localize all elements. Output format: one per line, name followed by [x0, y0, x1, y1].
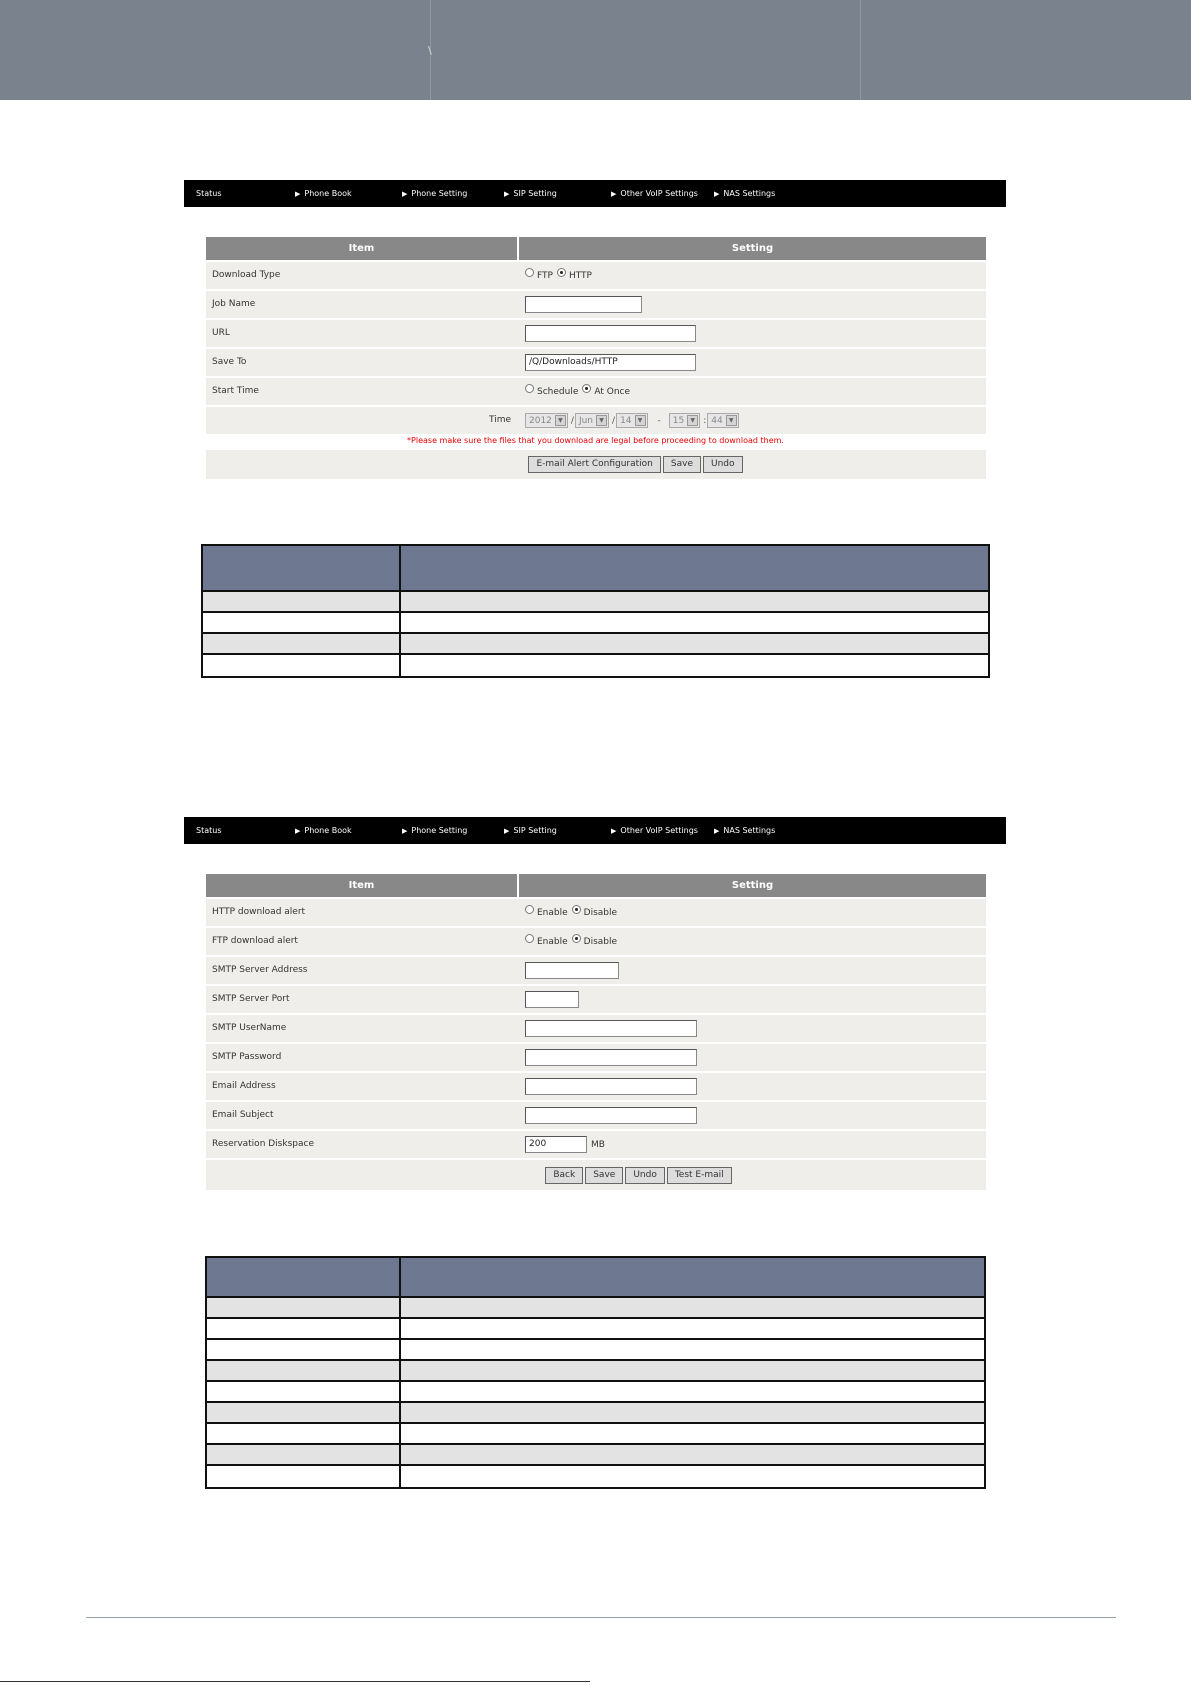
- radio-http-enable[interactable]: Enable: [525, 908, 568, 918]
- smtp-user-label: SMTP UserName: [212, 1023, 287, 1033]
- header-item: Item: [206, 237, 517, 260]
- row-ftp-alert: [206, 928, 986, 955]
- row-start-time: [206, 378, 986, 405]
- radio-ftp-enable[interactable]: Enable: [525, 937, 568, 947]
- table-row: [203, 634, 988, 655]
- row-http-alert: [206, 899, 986, 926]
- ftp-alert-label: FTP download alert: [212, 936, 298, 946]
- smtp-server-input[interactable]: [525, 962, 619, 979]
- table-row: [207, 1382, 984, 1403]
- nav-item-sip-setting[interactable]: ▶ SIP Setting: [504, 826, 557, 835]
- triangle-right-icon: ▶: [295, 827, 301, 835]
- triangle-right-icon: ▶: [504, 827, 510, 835]
- month-select[interactable]: Jun ▼: [575, 413, 609, 428]
- smtp-password-input[interactable]: [525, 1049, 697, 1066]
- reservation-label: Reservation Diskspace: [212, 1139, 314, 1149]
- triangle-right-icon: ▶: [402, 827, 408, 835]
- footer-divider: [86, 1617, 1116, 1618]
- smtp-server-label: SMTP Server Address: [212, 965, 308, 975]
- desc-header-cell: [401, 546, 988, 590]
- triangle-right-icon: ▶: [504, 190, 510, 198]
- table-header: [206, 237, 986, 260]
- radio-at-once[interactable]: At Once: [582, 387, 630, 397]
- smtp-user-input[interactable]: [525, 1020, 697, 1037]
- start-time-label: Start Time: [212, 386, 259, 396]
- row-time: Time 2012 ▼ / Jun ▼ / 14 ▼ - 15 ▼ : 44 ▼: [206, 407, 986, 434]
- download-buttons-row: [206, 450, 986, 481]
- desc-header-cell: [203, 546, 401, 590]
- nav-bar: [184, 817, 1006, 844]
- page-header-band: [0, 0, 1191, 100]
- table-row: [207, 1424, 984, 1445]
- triangle-right-icon: ▶: [611, 827, 617, 835]
- row-smtp-server: [206, 957, 986, 984]
- download-settings-table: [206, 237, 986, 436]
- smtp-password-label: SMTP Password: [212, 1052, 282, 1062]
- nav-item-status[interactable]: Status: [196, 189, 222, 198]
- radio-schedule[interactable]: Schedule: [525, 387, 578, 397]
- table-header: [206, 874, 986, 897]
- nav-item-phone-book[interactable]: ▶ Phone Book: [295, 189, 352, 198]
- save-button[interactable]: Save: [663, 456, 701, 473]
- http-alert-label: HTTP download alert: [212, 907, 306, 917]
- row-smtp-password: [206, 1044, 986, 1071]
- row-email-address: [206, 1073, 986, 1100]
- table-row: [207, 1340, 984, 1361]
- save-to-input[interactable]: /Q/Downloads/HTTP: [525, 354, 696, 371]
- chevron-down-icon: ▼: [726, 415, 737, 426]
- table-row: [207, 1445, 984, 1466]
- header-setting: Setting: [519, 874, 986, 897]
- nav-item-other-voip-settings[interactable]: ▶ Other VoIP Settings: [611, 826, 698, 835]
- row-email-subject: [206, 1102, 986, 1129]
- email-address-label: Email Address: [212, 1081, 276, 1091]
- description-table: [205, 1256, 986, 1489]
- hour-select[interactable]: 15 ▼: [669, 413, 700, 428]
- save-button[interactable]: Save: [585, 1167, 623, 1184]
- table-row: [203, 592, 988, 613]
- email-alert-table: [206, 874, 986, 1192]
- table-row: [207, 1298, 984, 1319]
- email-address-input[interactable]: [525, 1078, 697, 1095]
- email-buttons-row: [206, 1160, 986, 1190]
- desc-header-cell: [207, 1258, 401, 1296]
- undo-button[interactable]: Undo: [625, 1167, 665, 1184]
- nav-item-phone-book[interactable]: ▶ Phone Book: [295, 826, 352, 835]
- triangle-right-icon: ▶: [714, 190, 720, 198]
- row-job-name: [206, 291, 986, 318]
- year-select[interactable]: 2012 ▼: [525, 413, 568, 428]
- header-mark: \: [428, 44, 432, 57]
- row-url: [206, 320, 986, 347]
- smtp-port-label: SMTP Server Port: [212, 994, 290, 1004]
- reservation-input[interactable]: 200: [525, 1136, 587, 1153]
- nav-item-sip-setting[interactable]: ▶ SIP Setting: [504, 189, 557, 198]
- radio-http[interactable]: HTTP: [557, 271, 592, 281]
- row-smtp-user: [206, 1015, 986, 1042]
- nav-item-nas-settings[interactable]: ▶ NAS Settings: [714, 826, 776, 835]
- radio-ftp[interactable]: FTP: [525, 271, 553, 281]
- header-setting: Setting: [519, 237, 986, 260]
- table-row: [203, 655, 988, 676]
- url-label: URL: [212, 328, 230, 338]
- chevron-down-icon: ▼: [596, 415, 607, 426]
- triangle-right-icon: ▶: [402, 190, 408, 198]
- email-subject-label: Email Subject: [212, 1110, 274, 1120]
- back-button[interactable]: Back: [545, 1167, 583, 1184]
- reservation-unit: MB: [591, 1139, 605, 1150]
- table-row: [207, 1403, 984, 1424]
- job-name-label: Job Name: [212, 299, 256, 309]
- legal-warning: *Please make sure the files that you download are legal before proceeding to download them.: [407, 436, 784, 445]
- desc-header-cell: [401, 1258, 984, 1296]
- table-row: [203, 613, 988, 634]
- minute-select[interactable]: 44 ▼: [707, 413, 738, 428]
- nav-bar: [184, 180, 1006, 207]
- day-select[interactable]: 14 ▼: [616, 413, 647, 428]
- nav-item-phone-setting[interactable]: ▶ Phone Setting: [402, 189, 468, 198]
- nav-item-nas-settings[interactable]: ▶ NAS Settings: [714, 189, 776, 198]
- triangle-right-icon: ▶: [714, 827, 720, 835]
- job-name-input[interactable]: [525, 296, 642, 313]
- radio-http-disable[interactable]: Disable: [572, 908, 617, 918]
- table-row: [207, 1361, 984, 1382]
- header-seam: [860, 0, 861, 100]
- radio-ftp-disable[interactable]: Disable: [572, 937, 617, 947]
- url-input[interactable]: [525, 325, 696, 342]
- row-download-type: [206, 262, 986, 289]
- nav-item-phone-setting[interactable]: ▶ Phone Setting: [402, 826, 468, 835]
- chevron-down-icon: ▼: [687, 415, 698, 426]
- email-alert-config-button[interactable]: E-mail Alert Configuration: [528, 456, 660, 473]
- chevron-down-icon: ▼: [555, 415, 566, 426]
- row-reservation: [206, 1131, 986, 1158]
- footer-rule: [0, 1681, 590, 1682]
- row-save-to: [206, 349, 986, 376]
- nav-item-other-voip-settings[interactable]: ▶ Other VoIP Settings: [611, 189, 698, 198]
- test-email-button[interactable]: Test E-mail: [667, 1167, 732, 1184]
- email-subject-input[interactable]: [525, 1107, 697, 1124]
- header-item: Item: [206, 874, 517, 897]
- description-table: [201, 544, 990, 678]
- nav-item-status[interactable]: Status: [196, 826, 222, 835]
- download-type-label: Download Type: [212, 270, 281, 280]
- table-row: [207, 1466, 984, 1487]
- time-label: Time: [488, 415, 511, 425]
- save-to-label: Save To: [212, 357, 247, 367]
- table-row: [207, 1319, 984, 1340]
- triangle-right-icon: ▶: [611, 190, 617, 198]
- row-smtp-port: [206, 986, 986, 1013]
- chevron-down-icon: ▼: [635, 415, 646, 426]
- smtp-port-input[interactable]: [525, 991, 579, 1008]
- undo-button[interactable]: Undo: [703, 456, 743, 473]
- triangle-right-icon: ▶: [295, 190, 301, 198]
